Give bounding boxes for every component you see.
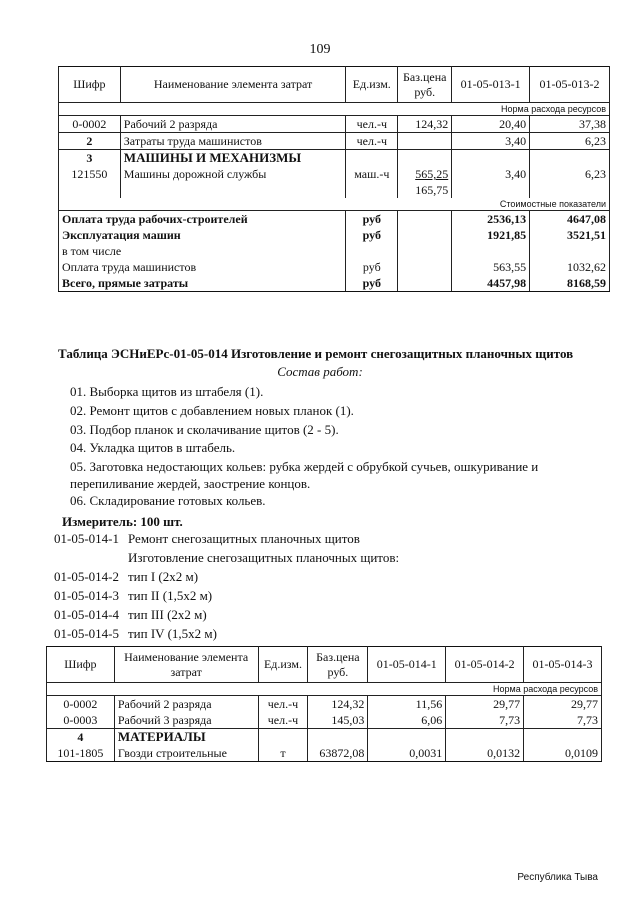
code-row [54, 550, 399, 566]
section-row [59, 150, 610, 167]
row-value-2: 6,23 [530, 133, 610, 150]
row-name: Затраты труда машинистов [120, 133, 346, 150]
row-price: 565,25 [398, 166, 452, 182]
code-text: Изготовление снегозащитных планочных щитов: [128, 550, 400, 565]
row-name: Рабочий 3 разряда [114, 712, 258, 729]
section-row [47, 729, 602, 746]
work-item: 04. Укладка щитов в штабель. [70, 440, 236, 455]
code: 01-05-014-5 [54, 626, 119, 641]
row-price: 145,03 [308, 712, 368, 729]
code-row [54, 626, 217, 642]
norm-label: Норма расхода ресурсов [59, 103, 610, 116]
work-item: 06. Складирование готовых кольев. [70, 493, 266, 508]
row-value-2: 29,77 [446, 696, 524, 713]
table-row [47, 745, 602, 762]
code: 01-05-014-4 [54, 607, 119, 622]
row-value-3: 7,73 [524, 712, 602, 729]
code-row [54, 607, 207, 623]
header-col-3: 01-05-014-3 [524, 647, 602, 683]
header-unit: Ед.изм. [258, 647, 308, 683]
header-col-2: 01-05-013-2 [530, 67, 610, 103]
cost-row [59, 211, 610, 228]
header-name: Наименование элемента затрат [114, 647, 258, 683]
row-unit: маш.-ч [346, 166, 398, 182]
code-row [54, 569, 198, 585]
cost-unit: руб [346, 259, 398, 275]
code-text: Ремонт снегозащитных планочных щитов [128, 531, 360, 546]
resource-table-014 [46, 646, 602, 762]
code-text: тип I (2х2 м) [128, 569, 199, 584]
work-composition-title: Состав работ: [277, 364, 363, 379]
row-name: МАШИНЫ И МЕХАНИЗМЫ [120, 150, 346, 167]
cost-row [59, 227, 610, 243]
row-value-1: 3,40 [452, 166, 530, 182]
cost-row [59, 275, 610, 292]
row-code: 0-0002 [59, 116, 121, 133]
cost-row [59, 243, 610, 259]
row-value-1: 0,0031 [368, 745, 446, 762]
row-unit: т [258, 745, 308, 762]
row-value-2: 37,38 [530, 116, 610, 133]
cost-value-1: 2536,13 [452, 211, 530, 228]
header-price: Баз.цена руб. [398, 67, 452, 103]
cost-name: Всего, прямые затраты [59, 275, 346, 292]
row-code: 121550 [59, 166, 121, 182]
cost-name: Эксплуатация машин [59, 227, 346, 243]
code-row [54, 531, 360, 547]
row-value-1: 11,56 [368, 696, 446, 713]
measure-unit: Измеритель: 100 шт. [62, 514, 183, 529]
row-name: МАТЕРИАЛЫ [114, 729, 258, 746]
row-price: 63872,08 [308, 745, 368, 762]
table-title: Таблица ЭСНиЕРс-01-05-014 Изготовление и ремонт снегозащитных планочных щитов [58, 346, 574, 361]
code: 01-05-014-2 [54, 569, 119, 584]
code: 01-05-014-1 [54, 531, 119, 546]
row-name: Рабочий 2 разряда [114, 696, 258, 713]
code-text: тип IV (1,5х2 м) [128, 626, 217, 641]
norm-label: Норма расхода ресурсов [47, 683, 602, 696]
header-col-1: 01-05-014-1 [368, 647, 446, 683]
row-price-secondary: 165,75 [398, 182, 452, 198]
row-unit: чел.-ч [258, 696, 308, 713]
row-value-1: 3,40 [452, 133, 530, 150]
row-value-2: 6,23 [530, 166, 610, 182]
code-text: тип II (1,5х2 м) [128, 588, 213, 603]
header-code: Шифр [59, 67, 121, 103]
row-value-1: 6,06 [368, 712, 446, 729]
row-value-2: 0,0132 [446, 745, 524, 762]
cost-value-2: 4647,08 [530, 211, 610, 228]
row-value-3: 29,77 [524, 696, 602, 713]
cost-unit: руб [346, 211, 398, 228]
work-item: 02. Ремонт щитов с добавлением новых планок (1). [70, 403, 354, 418]
code-row [54, 588, 212, 604]
header-unit: Ед.изм. [346, 67, 398, 103]
row-code: 2 [59, 133, 121, 150]
cost-value-1: 563,55 [452, 259, 530, 275]
row-code: 101-1805 [47, 745, 115, 762]
row-name: Рабочий 2 разряда [120, 116, 346, 133]
work-item: 01. Выборка щитов из штабеля (1). [70, 384, 264, 399]
page-number: 109 [309, 42, 331, 57]
row-code: 0-0003 [47, 712, 115, 729]
header-col-2: 01-05-014-2 [446, 647, 524, 683]
row-unit: чел.-ч [346, 133, 398, 150]
cost-value-1: 4457,98 [452, 275, 530, 292]
cost-name: в том числе [59, 243, 346, 259]
table-row [47, 712, 602, 729]
work-item: 03. Подбор планок и сколачивание щитов (2 - 5). [70, 422, 339, 437]
table-row [59, 116, 610, 133]
header-name: Наименование элемента затрат [120, 67, 346, 103]
row-value-2: 7,73 [446, 712, 524, 729]
header-col-1: 01-05-013-1 [452, 67, 530, 103]
row-price: 124,32 [398, 116, 452, 133]
row-code: 3 [59, 150, 121, 167]
table-row [47, 696, 602, 713]
code-text: тип III (2х2 м) [128, 607, 207, 622]
work-item: 05. Заготовка недостающих кольев: рубка жердей с обрубкой сучьев, ошкуривание и перепиливание жердей, заострение концов. [70, 459, 539, 491]
row-name: Гвозди строительные [114, 745, 258, 762]
cost-row [59, 259, 610, 275]
cost-unit: руб [346, 227, 398, 243]
cost-value-2: 3521,51 [530, 227, 610, 243]
row-unit: чел.-ч [258, 712, 308, 729]
table-row [59, 133, 610, 150]
row-value-1: 20,40 [452, 116, 530, 133]
row-value-3: 0,0109 [524, 745, 602, 762]
row-price: 124,32 [308, 696, 368, 713]
footer-region: Республика Тыва [517, 872, 598, 883]
code: 01-05-014-3 [54, 588, 119, 603]
cost-name: Оплата труда машинистов [59, 259, 346, 275]
cost-name: Оплата труда рабочих-строителей [59, 211, 346, 228]
cost-unit: руб [346, 275, 398, 292]
row-code: 4 [47, 729, 115, 746]
row-code: 0-0002 [47, 696, 115, 713]
row-price [398, 133, 452, 150]
resource-table-013 [58, 66, 610, 292]
cost-label: Стоимостные показатели [59, 198, 610, 211]
cost-value-2: 1032,62 [530, 259, 610, 275]
header-code: Шифр [47, 647, 115, 683]
header-price: Баз.цена руб. [308, 647, 368, 683]
cost-value-1: 1921,85 [452, 227, 530, 243]
table-row [59, 166, 610, 182]
cost-value-2: 8168,59 [530, 275, 610, 292]
row-unit: чел.-ч [346, 116, 398, 133]
row-name: Машины дорожной службы [120, 166, 346, 182]
